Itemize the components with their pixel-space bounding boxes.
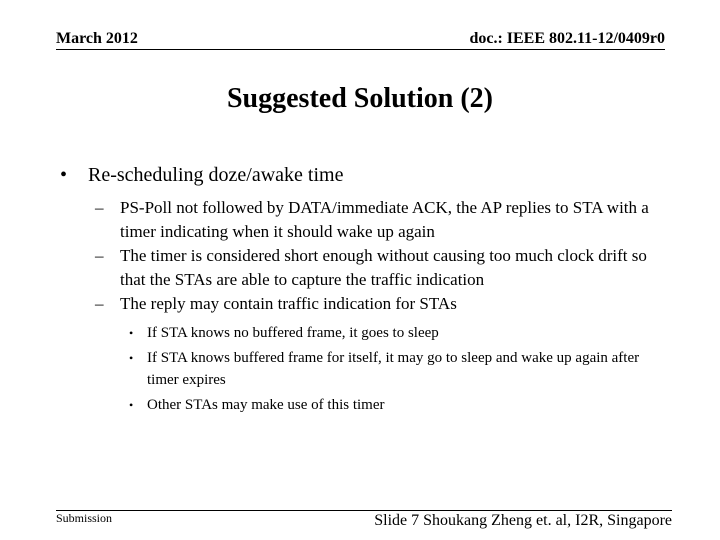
sub-bullet-item: [60, 244, 660, 292]
slide-title: Suggested Solution (2): [226, 83, 494, 114]
footer-submission: Submission: [56, 511, 113, 525]
footer-slide-info: Slide 7 Shoukang Zheng et. al, I2R, Singapore: [374, 512, 672, 529]
bullet-text: Re-scheduling doze/awake time: [88, 164, 344, 186]
sub-sub-bullet-item: [60, 394, 660, 416]
footer-divider: [56, 510, 672, 511]
sub-sub-bullet-item: [60, 322, 660, 344]
sub-bullet-text: The timer is considered short enough without causing too much clock drift so that the STAs are able to capture the traffic indication: [120, 246, 647, 289]
sub-sub-bullet-text: Other STAs may make use of this timer: [147, 397, 385, 413]
sub-bullet-item: [60, 292, 660, 316]
sub-bullet-text: PS-Poll not followed by DATA/immediate ACK, the AP replies to STA with a timer indicating when it should wake up again: [120, 198, 649, 241]
bullet-level1: [60, 160, 660, 190]
slide-body: [60, 160, 660, 419]
sub-bullet-list: [60, 196, 660, 316]
header-divider: [56, 49, 665, 50]
sub-sub-bullet-text: If STA knows no buffered frame, it goes to sleep: [147, 325, 439, 341]
dash-marker: –: [95, 198, 104, 217]
dash-marker: –: [95, 246, 104, 265]
bullet-marker: •: [129, 326, 134, 340]
header-doc-id: doc.: IEEE 802.11-12/0409r0: [469, 30, 665, 47]
bullet-marker: •: [129, 351, 134, 365]
sub-bullet-item: [60, 196, 660, 244]
header-date: March 2012: [56, 30, 138, 47]
dash-marker: –: [95, 294, 104, 313]
sub-bullet-text: The reply may contain traffic indication for STAs: [120, 294, 457, 313]
sub-sub-bullet-text: If STA knows buffered frame for itself, it may go to sleep and wake up again after timer expires: [147, 350, 640, 388]
bullet-marker: •: [60, 164, 68, 186]
bullet-marker: •: [129, 398, 134, 412]
sub-sub-bullet-item: [60, 347, 660, 391]
sub-sub-bullet-list: [60, 322, 660, 416]
